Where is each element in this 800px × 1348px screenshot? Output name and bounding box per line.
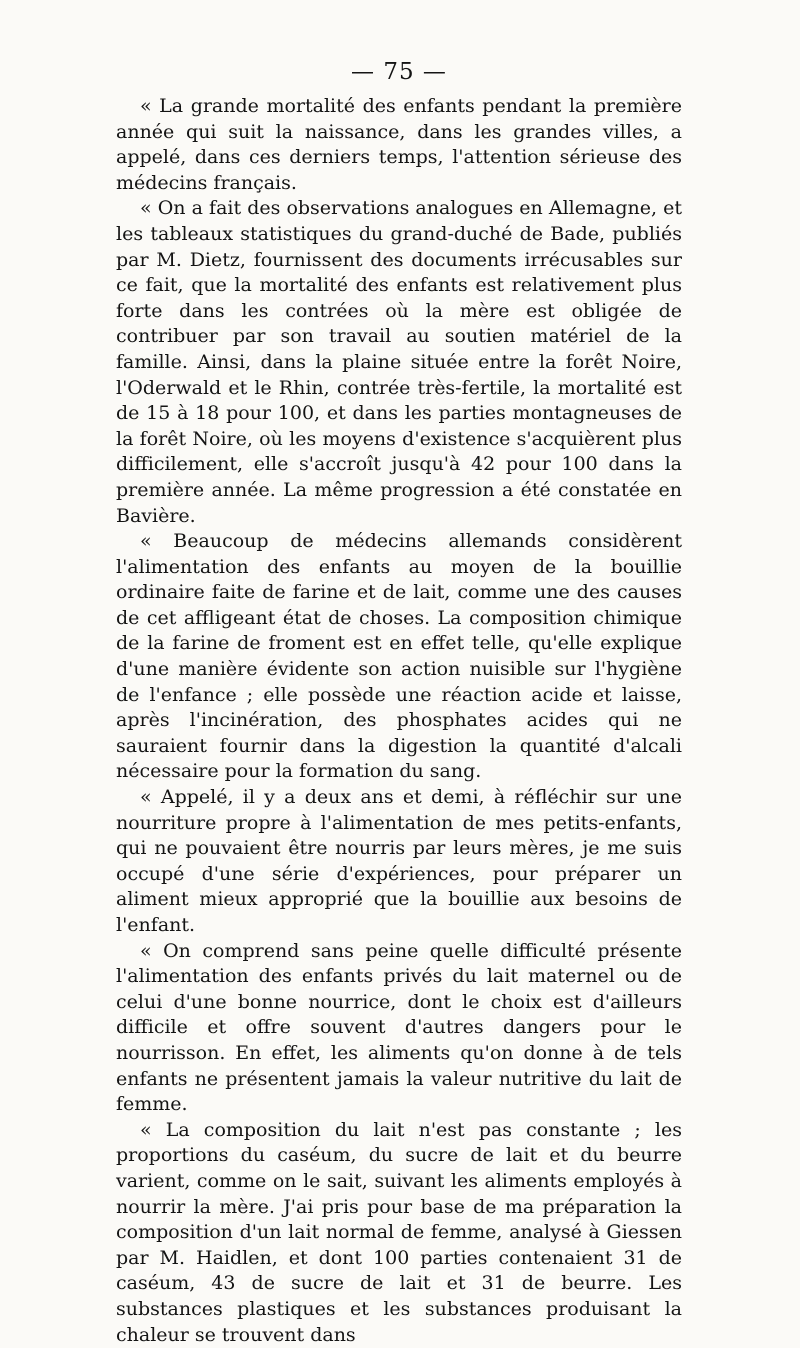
page-number: — 75 — [351, 59, 447, 85]
paragraph-experiments: « Appelé, il y a deux ans et demi, à réfléchir sur une nourriture propre à l'alimentation de mes petits-enfants, qui ne pouvaient être nourris par leurs mères, je me suis occupé d'une série d'expériences, pour préparer un aliment mieux approprié que la bouillie aux besoins de l'enfant. [116, 786, 682, 936]
paragraph-feeding-difficulty: « On comprend sans peine quelle difficulté présente l'alimentation des enfants privés du lait maternel ou de celui d'une bonne nourrice, dont le choix est d'ailleurs difficile et offre souvent d'autres dangers pour le nourrisson. En effet, les aliments qu'on donne à de tels enfants ne présentent jamais la valeur nutritive du lait de femme. [116, 939, 682, 1116]
paragraph-mortality: « La grande mortalité des enfants pendant la première année qui suit la naissance, dans les grandes villes, a appelé, dans ces derniers temps, l'attention sérieuse des médecins français. [116, 95, 682, 194]
paragraph-germany-statistics: « On a fait des observations analogues en Allemagne, et les tableaux statistiques du grand-duché de Bade, publiés par M. Dietz, fournissent des documents irrécusables sur ce fait, que la mortalité des enfants est relativement plus forte dans les contrées où la mère est obligée de contribuer par son travail au soutien matériel de la famille. Ainsi, dans la plaine située entre la forêt Noire, l'Oderwald et le Rhin, contrée très-fertile, la mortalité est de 15 à 18 pour 100, et dans les parties montagneuses de la forêt Noire, où les moyens d'existence s'acquièrent plus difficilement, elle s'accroît jusqu'à 42 pour 100 dans la première année. La même progression a été constatée en Bavière. [116, 197, 682, 527]
paragraph-flour-porridge: « Beaucoup de médecins allemands considèrent l'alimentation des enfants au moyen de la bouillie ordinaire faite de farine et de lait, comme une des causes de cet affligeant état de choses. La composition chimique de la farine de froment est en effet telle, qu'elle explique d'une manière évidente son action nuisible sur l'hygiène de l'enfance ; elle possède une réaction acide et laisse, après l'incinération, des phosphates acides qui ne sauraient fournir dans la digestion la quantité d'alcali nécessaire pour la formation du sang. [116, 530, 682, 783]
book-page [116, 56, 682, 1348]
paragraph-milk-composition: « La composition du lait n'est pas constante ; les proportions du caséum, du sucre de lait et du beurre varient, comme on le sait, suivant les aliments employés à nourrir la mère. J'ai pris pour base de ma préparation la composition d'un lait normal de femme, analysé à Giessen par M. Haidlen, et dont 100 parties contenaient 31 de caséum, 43 de sucre de lait et 31 de beurre. Les substances plastiques et les substances produisant la chaleur se trouvent dans [116, 1118, 682, 1346]
